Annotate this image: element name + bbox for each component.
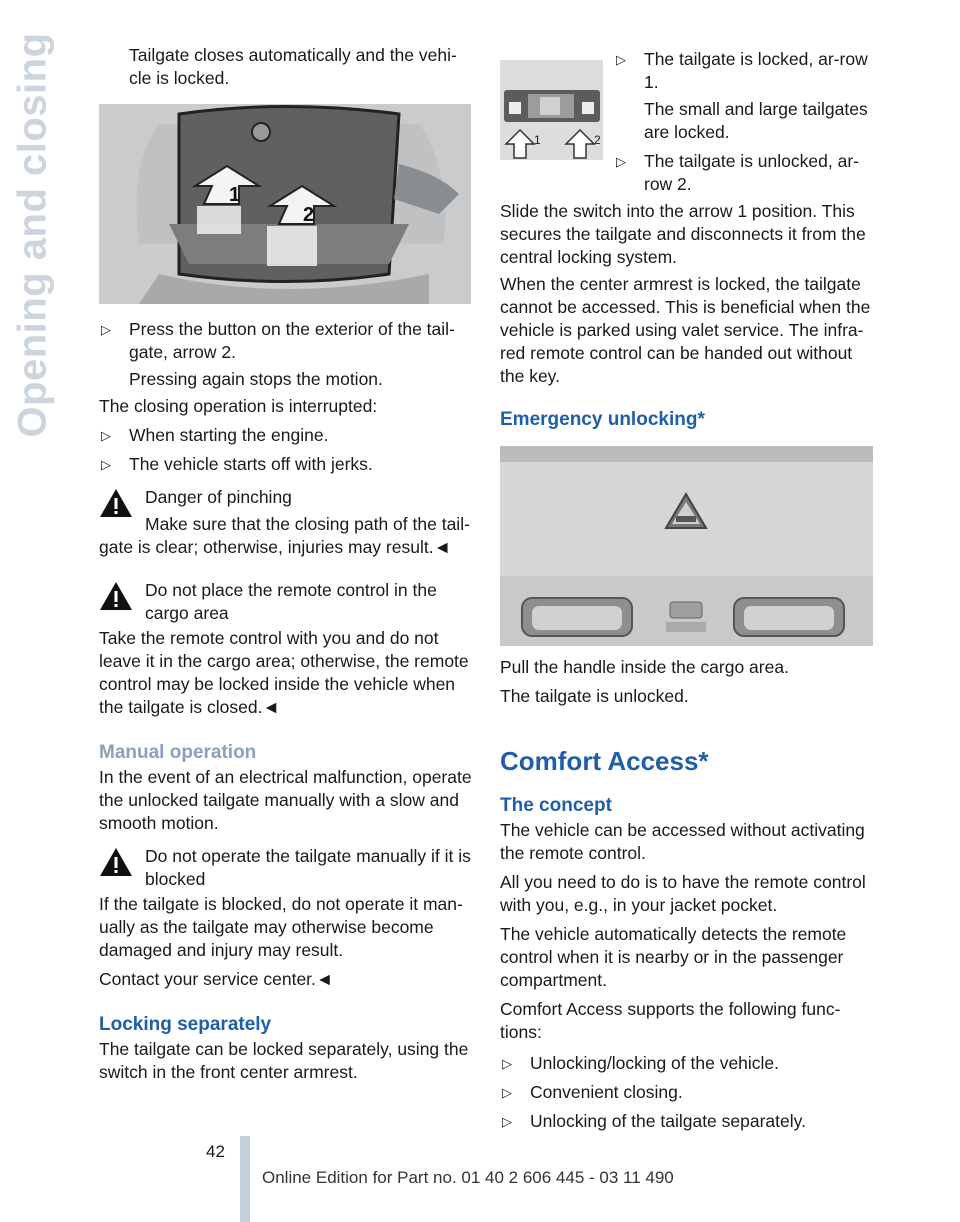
- triangle-bullet-icon: ▷: [616, 154, 626, 169]
- warning-body: If the tailgate is blocked, do not operate it man-ually as the tailgate may otherwise become damaged and injury may result.: [99, 894, 463, 960]
- triangle-bullet-icon: ▷: [502, 1085, 512, 1100]
- concept-text: Comfort Access supports the following func-tions:: [500, 999, 841, 1042]
- switch-states: [614, 48, 876, 196]
- interrupted-text: The closing operation is interrupted:: [99, 396, 378, 416]
- list-item: ▷ Unlocking of the tailgate separately.: [502, 1111, 806, 1131]
- list-item: ▷ Press the button on the exterior of the tail-gate, arrow 2.: [101, 319, 455, 362]
- arrow-label-1: 1: [229, 184, 241, 206]
- manual-text: In the event of an electrical malfunction, operate the unlocked tailgate manually with a slow and smooth motion.: [99, 767, 472, 833]
- warning-body: Take the remote control with you and do not leave it in the cargo area; otherwise, the remote control may be locked inside the vehicle when the tailgate is closed.◄: [99, 628, 469, 717]
- list-item: ▷ The tailgate is locked, ar-row 1.: [616, 49, 868, 92]
- warning-triangle-icon: [99, 847, 133, 877]
- switch-label-2: 2: [594, 133, 601, 147]
- section-heading: Manual operation: [99, 742, 257, 763]
- section-heading: The concept: [500, 795, 612, 816]
- section-heading: Emergency unlocking*: [500, 409, 705, 430]
- warning-title: Danger of pinching: [145, 487, 292, 507]
- concept-text: All you need to do is to have the remote control with you, e.g., in your jacket pocket.: [500, 872, 866, 915]
- triangle-bullet-icon: ▷: [101, 322, 111, 337]
- warning-body: Make sure that the closing path of the tail-gate is clear; otherwise, injuries may result.◄: [99, 514, 470, 557]
- slide-text: Slide the switch into the arrow 1 position. This secures the tailgate and disconnects it from the central locking system.: [500, 201, 866, 267]
- triangle-bullet-icon: ▷: [101, 428, 111, 443]
- triangle-bullet-icon: ▷: [502, 1114, 512, 1129]
- list-item: ▷ Unlocking/locking of the vehicle.: [502, 1053, 780, 1073]
- switch-label-1: 1: [534, 133, 541, 147]
- online-edition-text: Online Edition for Part no. 01 40 2 606 445 - 03 11 490: [262, 1168, 674, 1187]
- emergency-handle-photo: [500, 446, 873, 646]
- warning-block: [99, 579, 474, 625]
- contact-text: Contact your service center.◄: [99, 969, 334, 989]
- footer-bar: [240, 1136, 250, 1222]
- list-item: ▷ The tailgate is unlocked, ar-row 2.: [616, 151, 859, 194]
- page-number: 42: [206, 1142, 225, 1161]
- concept-text: The vehicle automatically detects the remote control when it is nearby or in the passenger compartment.: [500, 924, 847, 990]
- small-large-text: The small and large tailgates are locked.: [644, 99, 868, 142]
- chapter-heading: Comfort Access*: [500, 746, 709, 776]
- warning-title: Do not place the remote control in the cargo area: [145, 580, 437, 623]
- column-right-lower: [500, 656, 875, 1133]
- unlocked-text: The tailgate is unlocked.: [500, 686, 689, 706]
- warning-triangle-icon: [99, 488, 133, 518]
- warning-block: [99, 845, 474, 891]
- chapter-side-title: Opening and closing: [10, 32, 55, 438]
- triangle-bullet-icon: ▷: [101, 457, 111, 472]
- list-item: ▷ Convenient closing.: [502, 1082, 683, 1102]
- intro-text: Tailgate closes automatically and the vehi-cle is locked.: [129, 45, 457, 88]
- section-heading: Locking separately: [99, 1014, 272, 1035]
- list-item: ▷ The vehicle starts off with jerks.: [101, 454, 373, 474]
- warning-block: [99, 486, 474, 509]
- triangle-bullet-icon: ▷: [502, 1056, 512, 1071]
- column-left-body: [99, 318, 474, 1084]
- armrest-text: When the center armrest is locked, the tailgate cannot be accessed. This is beneficial when the vehicle is parked using valet service. The infra-red remote control can be handed out without the key.: [500, 274, 871, 386]
- switch-illustration: [500, 60, 603, 160]
- pull-text: Pull the handle inside the cargo area.: [500, 657, 789, 677]
- warning-title: Do not operate the tailgate manually if it is blocked: [145, 846, 471, 889]
- warning-triangle-icon: [99, 581, 133, 611]
- pressing-again-text: Pressing again stops the motion.: [129, 369, 383, 389]
- list-item: ▷ When starting the engine.: [101, 425, 329, 445]
- arrow-label-2: 2: [303, 204, 315, 226]
- triangle-bullet-icon: ▷: [616, 52, 626, 67]
- column-right-body: [500, 200, 875, 431]
- tailgate-photo: [99, 104, 471, 304]
- concept-text: The vehicle can be accessed without activating the remote control.: [500, 820, 865, 863]
- locking-text: The tailgate can be locked separately, using the switch in the front center armrest.: [99, 1039, 469, 1082]
- column-left: [99, 44, 474, 90]
